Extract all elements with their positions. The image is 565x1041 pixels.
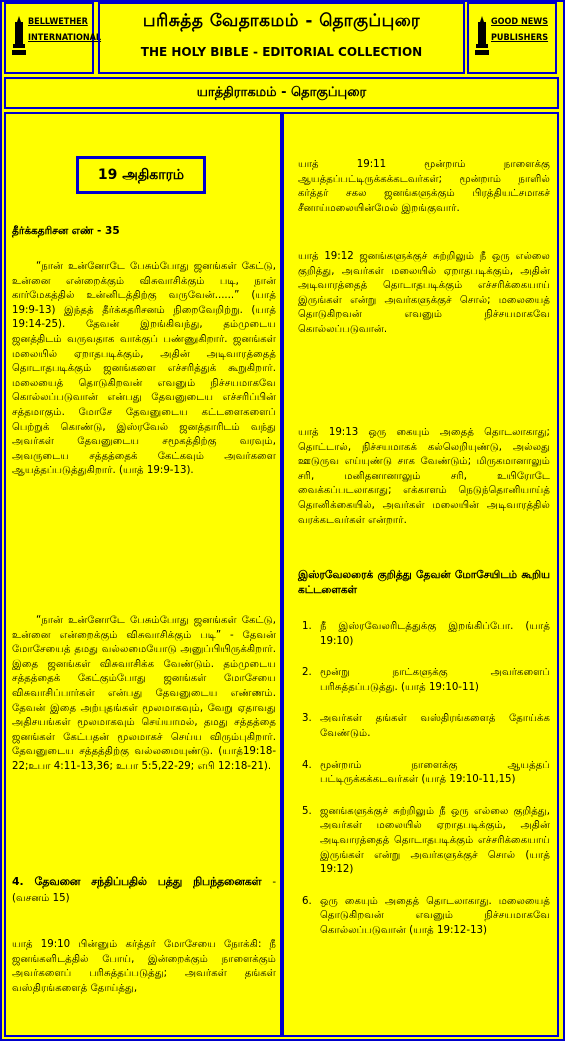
book-title: யாத்திராகமம் - தொகுப்புரை — [4, 77, 559, 109]
list-item-text: அவர்கள் தங்கள் வஸ்திரங்களைத் தோய்க்க வேண்டும். — [320, 713, 550, 739]
chapter-heading: 19 அதிகாரம் — [76, 156, 206, 194]
prophecy-number: தீர்க்கதரிசன எண் - 35 — [12, 225, 120, 237]
list-item-number: 3. — [302, 713, 312, 725]
book-lamp-icon — [475, 14, 489, 58]
left-paragraph-3: யாத் 19:10 பின்னும் கர்த்தர் மோசேயை நோக்கி: நீ ஜனங்களிடத்தில் போய், இன்றைக்கும் நாளைக்கும் அவர்களைப் பரிசுத்தப்படுத்து; அவர்கள் தங்கள் வஸ்திரங்களைத் தோய்த்து, — [12, 939, 276, 994]
logo-text-left: BELLWETHER INTERNATIONAL — [28, 17, 102, 43]
list-item-text: நீ இஸ்ரவேலரிடத்துக்கு இறங்கிப்போ. (யாத் 19:10) — [320, 621, 550, 647]
right-paragraph-2: யாத் 19:12 ஜனங்களுக்குச் சுற்றிலும் நீ ஒரு எல்லை குறித்து, அவர்கள் மலையில் ஏறாதபடிக்கும், அதின் அடிவாரத்தைத் தொடாதபடிக்கும் எச்சரிக்கையாய் இருங்கள் என்று அவர்களுக்குச் சொல்; மலையைத் தொடுகிறவன் எவனும் நிச்சயமாகவே கொல்லப்படுவான். — [298, 251, 550, 335]
list-item — [298, 666, 550, 695]
title-english: THE HOLY BIBLE - EDITORIAL COLLECTION — [140, 45, 423, 59]
list-item-number: 4. — [302, 759, 312, 771]
left-column — [4, 112, 282, 1037]
list-item-text: ஜனங்களுக்குச் சுற்றிலும் நீ ஒரு எல்லை குறித்து, அவர்கள் மலையில் ஏறாதபடிக்கும், அதின் அடிவாரத்தைத் தொடாதபடிக்கும் எச்சரிக்கையாய் இருங்கள் என்று அவர்களுக்குச் சொல் (யாத் 19:12) — [320, 805, 550, 876]
header-title-box — [98, 2, 465, 74]
list-item — [298, 759, 550, 788]
list-item-number: 2. — [302, 667, 312, 679]
publisher-logo-left — [4, 2, 102, 74]
list-item — [298, 712, 550, 741]
publisher-logo-right — [467, 2, 557, 74]
list-item — [298, 620, 550, 649]
list-item-text: ஒரு கையும் அதைத் தொடலாகாது. மலையைத் தொடுகிறவன் எவனும் நிச்சயமாகவே கொல்லப்படுவான் (யாத் 19:12-13) — [320, 895, 550, 936]
commands-heading: இஸ்ரவேலரைக் குறித்து தேவன் மோசேயிடம் கூறிய கட்டளைகள் — [298, 569, 550, 596]
list-item-number: 1. — [302, 621, 312, 632]
list-item-text: மூன்றாம் நாளைக்கு ஆயத்தப் பட்டிருக்கக்கடவர்கள் (யாத் 19:10-11,15) — [320, 759, 550, 786]
section-4-heading — [12, 874, 276, 906]
list-item — [298, 895, 550, 939]
section-4-ref: - (வசனம் 15) — [12, 877, 276, 904]
section-4-title: 4. தேவனை சந்திப்பதில் பத்து நிபந்தனைகள் — [12, 875, 262, 888]
title-tamil: பரிசுத்த வேதாகமம் - தொகுப்புரை — [142, 11, 421, 31]
list-item-number: 5. — [302, 805, 312, 817]
lamp-icon — [12, 14, 26, 58]
right-paragraph-1: யாத் 19:11 மூன்றாம் நாளைக்கு ஆயத்தப்பட்டிருக்கக்கடவர்கள்; மூன்றாம் நாளில் கர்த்தர் சகல ஜனங்களுக்கும் பிரத்தியட்சமாகச் சீனாய்மலையின்மேல் இறங்குவார். — [298, 159, 550, 214]
right-column — [282, 112, 559, 1037]
list-item-text: மூன்று நாட்களுக்கு அவர்களைப் பரிசுத்தப்படுத்து. (யாத் 19:10-11) — [320, 667, 550, 693]
right-paragraph-3: யாத் 19:13 ஒரு கையும் அதைத் தொடலாகாது; தொட்டால், நிச்சயமாகக் கல்லெறியுண்டு, அல்லது ஊடுருவ எய்யுண்டு சாக வேண்டும்; மிருகமானாலும் சரி, மனிதனானாலும் சரி, உயிரோடே வைக்கப்படலாகாது; எக்காளம் நெடுந்தொனியாய்த் தொனிக்கையில், அவர்கள் மலையின் அடிவாரத்தில் வரக்கடவர்கள் என்றார். — [298, 427, 550, 526]
left-paragraph-1: “நான் உன்னோடே பேசும்போது ஜனங்கள் கேட்டு, உன்னை என்றைக்கும் விசுவாசிக்கும் படி, நான் கார்மேகத்தில் உன்னிடத்திற்கு வருவேன்......” (யாத் 19:9-13) இந்தத் தீர்க்கதரிசனம் நிறைவேறிற்று. (யாத் 19:14-25). தேவன் இறங்கிவந்து, தம்முடைய ஜனத்திடம் வருவதாக வாக்குப் பண்ணுகிறார். ஜனங்கள் மலையில் ஏறாதபடிக்கும், அதின் அடிவாரத்தைத் தொடாதபடிக்கும் ஜனங்களை எச்சரித்துக் கூறுகிறார். மலையைத் தொடுகிறவன் எவனும் நிச்சயமாகவே கொல்லப்படுவான் என்பது தேவனுடைய எச்சரிப்பின் சத்தமாகும். மோசே தேவனுடைய கட்டளைகளைப் பெற்றுக் கொண்டு, இஸ்ரவேல் ஜனத்தாரிடம் வந்து அவர்கள் தேவனுடைய சமூகத்திற்கு வரவும், அவருடைய சத்தத்தைக் கேட்கவும் அவர்களை ஆயத்தப்படுத்துகிறார். (யாத் 19:9-13). — [12, 261, 276, 477]
list-item-number: 6. — [302, 895, 312, 907]
logo-text-right: GOOD NEWS PUBLISHERS — [491, 17, 549, 43]
left-paragraph-2: “நான் உன்னோடே பேசும்போது ஜனங்கள் கேட்டு, உன்னை என்றைக்கும் விசுவாசிக்கும் படி” - தேவன் மோசேயைத் தமது வல்லமையோடு அனுப்பியிருக்கிறார். இதை ஜனங்கள் விசுவாசிக்க வேண்டும். தம்முடைய சத்தத்தைக் கேட்கும்போது ஜனங்கள் மோசேயை விசுவாசிப்பார்கள் என்பது தேவனுடைய எண்ணம். தேவன் இதை அற்புதங்கள் மூலமாகவும், வேறு ஏதாவது அதிசயங்கள் மூலமாகவும் செய்யாமல், தமது சத்தத்தை ஜனங்கள் கேட்பதன் மூலமாகச் செய்ய விரும்புகிறார். தேவனுடைய சத்தத்திற்கு வல்லமையுண்டு. (யாத்19:18-22;உபா 4:11-13,36; உபா 5:5,22-29; எபி 12:18-21). — [12, 615, 276, 772]
list-item — [298, 805, 550, 878]
commands-list — [298, 620, 550, 956]
